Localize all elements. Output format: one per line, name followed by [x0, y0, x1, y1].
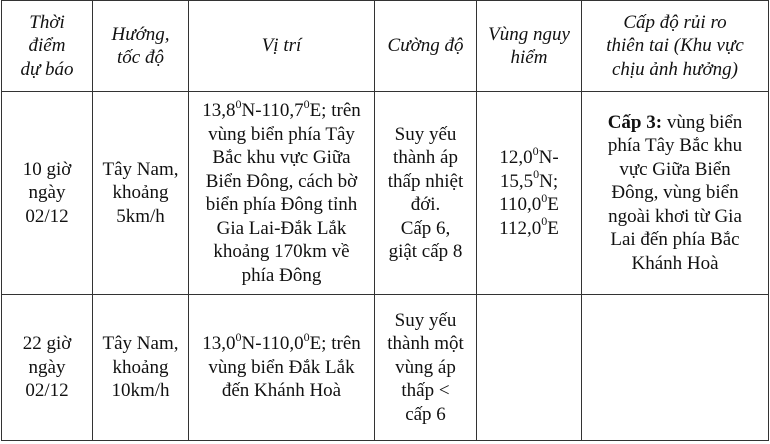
- forecast-table: [1, 0, 769, 441]
- cell-line: vùng áp: [395, 356, 456, 378]
- header-intensity: [375, 1, 477, 92]
- table-row: [2, 92, 769, 295]
- cell-line: Gia Lai-Đắk Lắk: [216, 217, 347, 239]
- cell-line: thành áp: [393, 147, 458, 168]
- cell-direction-speed: [93, 92, 189, 295]
- cell-line: 02/12: [25, 205, 69, 227]
- cell-line: đới.: [410, 194, 441, 215]
- cell-line: 110,0$^0$E: [499, 190, 559, 215]
- cell-line: Lai đến phía Bắc: [610, 229, 740, 251]
- header-time: [2, 1, 93, 92]
- cell-line: thấp nhiệt: [387, 170, 464, 192]
- cell-line: ngày: [28, 182, 66, 204]
- cell-line: ngoài khơi từ Gia: [608, 205, 742, 227]
- cell-line: giật cấp 8: [388, 241, 463, 262]
- cell-position: [189, 295, 375, 441]
- header-risk-level: [582, 1, 769, 92]
- cell-line: cấp 6: [405, 403, 446, 425]
- header-time-line: điểm: [28, 35, 66, 57]
- table-row: [2, 295, 769, 441]
- cell-line: Tây Nam,: [102, 333, 179, 355]
- cell-risk-level: [582, 92, 769, 295]
- cell-line: vùng biển Đắk Lắk: [208, 356, 355, 378]
- cell-line: 15,5$^0$N;: [499, 167, 559, 192]
- cell-line: khoảng 170km về: [213, 241, 350, 262]
- risk-level-label: Cấp 3:: [607, 111, 663, 133]
- header-direction-line: tốc độ: [117, 47, 164, 68]
- header-position: [189, 1, 375, 92]
- header-danger-line: hiểm: [510, 47, 548, 68]
- cell-line: thành một: [387, 333, 464, 355]
- risk-level-text: vùng biển: [666, 111, 743, 133]
- cell-line: 5km/h: [116, 205, 165, 227]
- cell-time: [2, 295, 93, 441]
- header-row: [2, 1, 769, 92]
- cell-line: Bắc khu vực Giữa: [212, 147, 351, 168]
- cell-line: Khánh Hoà: [631, 252, 719, 274]
- cell-danger-zone-empty: [477, 295, 582, 441]
- cell-line: 13,8$^0$N-110,7$^0$E; trên: [202, 96, 361, 121]
- cell-line: 112,0$^0$E: [499, 214, 559, 239]
- cell-line: đến Khánh Hoà: [221, 380, 342, 402]
- header-intensity-line: Cường độ: [387, 35, 464, 57]
- cell-line: 10km/h: [111, 380, 170, 402]
- cell-line: vực Giữa Biển: [619, 158, 731, 180]
- header-time-line: Thời: [29, 11, 65, 33]
- header-risk-line: thiên tai (Khu vực: [606, 35, 744, 57]
- header-direction-speed: [93, 1, 189, 92]
- header-time-line: dự báo: [20, 58, 74, 80]
- cell-intensity: [375, 92, 477, 295]
- cell-intensity: [375, 295, 477, 441]
- risk-first-line: [588, 111, 762, 135]
- header-danger-zone: [477, 1, 582, 92]
- header-danger-line: Vùng nguy: [488, 23, 570, 45]
- header-position-line: Vị trí: [261, 35, 302, 57]
- cell-line: Cấp 6,: [400, 217, 451, 239]
- cell-line: 12,0$^0$N-: [499, 143, 559, 168]
- cell-line: 02/12: [25, 380, 69, 402]
- cell-line: 22 giờ: [22, 333, 72, 355]
- header-risk-line: Cấp độ rủi ro: [623, 11, 727, 33]
- cell-line: Tây Nam,: [102, 158, 179, 180]
- cell-risk-level-empty: [582, 295, 769, 441]
- cell-line: 13,0$^0$N-110,0$^0$E; trên: [202, 329, 361, 355]
- cell-line: ngày: [28, 356, 66, 378]
- cell-line: Suy yếu: [394, 309, 457, 331]
- cell-time: [2, 92, 93, 295]
- cell-line: Suy yếu: [394, 123, 457, 145]
- cell-line: khoảng: [112, 356, 169, 378]
- cell-line: vùng biển phía Tây: [208, 123, 355, 145]
- header-direction-line: Hướng,: [111, 23, 170, 45]
- cell-line: phía Tây Bắc khu: [607, 135, 743, 157]
- cell-direction-speed: [93, 295, 189, 441]
- cell-line: thấp <: [401, 380, 450, 402]
- cell-position: [189, 92, 375, 295]
- cell-line: 10 giờ: [22, 158, 72, 180]
- cell-line: phía Đông: [241, 264, 322, 286]
- cell-line: khoảng: [112, 182, 169, 204]
- cell-danger-zone: [477, 92, 582, 295]
- header-risk-line: chịu ảnh hưởng): [611, 58, 739, 80]
- cell-line: Biển Đông, cách bờ: [205, 170, 358, 192]
- cell-line: biển phía Đông tỉnh: [205, 194, 358, 215]
- cell-line: Đông, vùng biển: [611, 182, 739, 204]
